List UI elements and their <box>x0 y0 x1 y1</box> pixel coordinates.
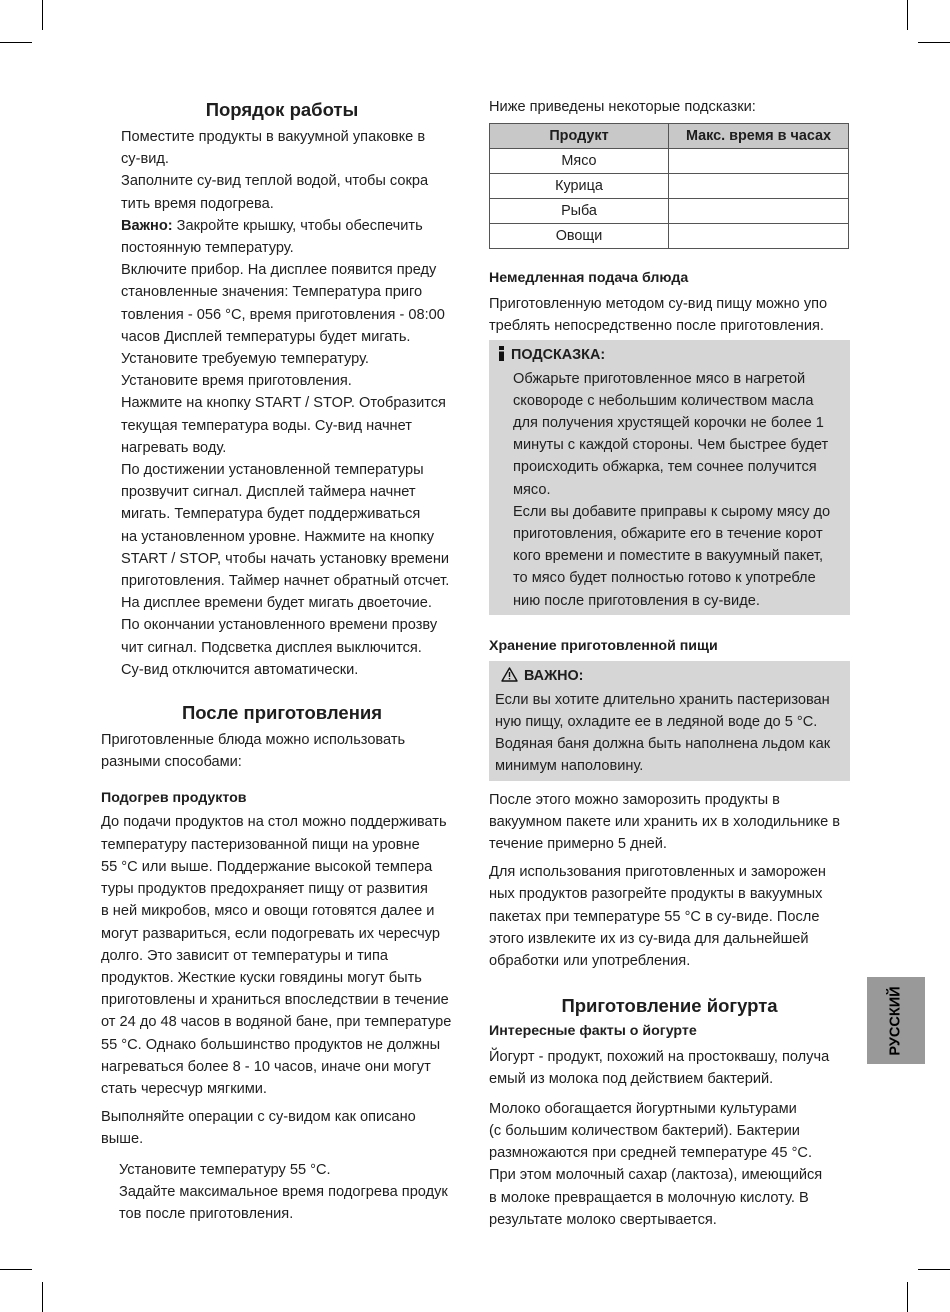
warning-line: минимум наполовину. <box>495 758 644 775</box>
step-line: часов Дисплей температуры будет мигать. <box>121 328 411 345</box>
warning-box <box>489 661 850 781</box>
tip-line: Обжарьте приготовленное мясо в нагретой <box>513 370 806 387</box>
heading-after-cooking: После приготовления <box>181 702 383 724</box>
reheat-line: от 24 до 48 часов в водяной бане, при температуре <box>101 1014 452 1031</box>
milk-line: При этом молочный сахар (лактоза), имеющийся <box>489 1167 823 1184</box>
storage-line: вакуумном пакете или хранить их в холодильнике в <box>489 813 841 830</box>
important-label: Важно: <box>121 217 173 234</box>
warning-line: ную пищу, охладите ее в ледяной воде до 5 °C. <box>495 714 818 731</box>
table-cell-product: Мясо <box>490 149 669 174</box>
step-line: приготовления. Таймер начнет обратный отсчет. <box>121 573 450 590</box>
serve-line: треблять непосредственно после приготовления. <box>489 318 824 335</box>
important-line <box>121 215 463 237</box>
crop-mark <box>42 1282 43 1312</box>
table-cell-product: Овощи <box>490 224 669 249</box>
step-line: START / STOP, чтобы начать установку времени <box>121 550 450 567</box>
reheat-line: До подачи продуктов на стол можно поддерживать <box>101 814 447 831</box>
tip-box <box>489 340 850 615</box>
reheat-line: 55 °C или выше. Поддержание высокой темпера <box>101 858 433 875</box>
tip-line: происходить обжарка, тем сочнее получится <box>513 459 817 476</box>
step-line: прозвучит сигнал. Дисплей таймера начнет <box>121 484 416 501</box>
frozen-line: ных продуктов разогрейте продукты в вакуумных <box>489 886 823 903</box>
step-line: Установите требуемую температуру. <box>121 351 369 368</box>
final-steps <box>101 1159 463 1226</box>
warning-line: Водяная баня должна быть наполнена льдом как <box>495 736 831 753</box>
warning-title-row <box>495 665 844 689</box>
language-tab <box>867 977 925 1064</box>
tip-line: мясо. <box>513 481 551 498</box>
subheading-yogurt-facts: Интересные факты о йогурте <box>489 1023 697 1040</box>
info-icon <box>497 346 506 368</box>
frozen-line: пакетах при температуре 55 °C в су-виде. После <box>489 908 820 925</box>
crop-mark <box>42 0 43 30</box>
table-cell-time <box>669 174 849 199</box>
tip-title-row <box>497 344 844 368</box>
facts-line: Йогурт - продукт, похожий на простоквашу, получа <box>489 1049 830 1066</box>
subheading-storage: Хранение приготовленной пищи <box>489 637 718 654</box>
table-header-product: Продукт <box>490 124 669 149</box>
reheat-line: долго. Это зависит от температуры и типа <box>101 947 388 964</box>
language-tab-label: РУССКИЙ <box>888 985 905 1056</box>
crop-mark <box>0 1269 32 1270</box>
right-column <box>489 96 850 1231</box>
important-text: Закройте крышку, чтобы обеспечить <box>172 217 423 234</box>
step-line: Нажмите на кнопку START / STOP. Отобразится <box>121 395 446 412</box>
table-cell-time <box>669 149 849 174</box>
reheat-line: 55 °C. Однако большинство продуктов не должны <box>101 1036 441 1053</box>
storage-line: течение примерно 5 дней. <box>489 836 667 853</box>
table-cell-time <box>669 199 849 224</box>
milk-line: размножаются при средней температуре 45 °C. <box>489 1145 812 1162</box>
warning-line: Если вы хотите длительно хранить пастеризован <box>495 691 830 708</box>
crop-mark <box>918 1269 950 1270</box>
tip-line: то мясо будет полностью готово к употребле <box>513 570 816 587</box>
table-row <box>490 224 849 249</box>
warning-title: ВАЖНО: <box>524 667 584 684</box>
step-line: По окончании установленного времени прозву <box>121 617 438 634</box>
operation-steps <box>101 126 463 681</box>
reheat-line: продуктов. Жесткие куски говядины могут быть <box>101 969 422 986</box>
frozen-line: обработки или употребления. <box>489 953 691 970</box>
step-line: постоянную температуру. <box>121 240 294 257</box>
milk-line: в молоке превращается в молочную кислоту. В <box>489 1189 809 1206</box>
table-header-max-time: Макс. время в часах <box>669 124 849 149</box>
reheat-line: стать чересчур мягкими. <box>101 1080 267 1097</box>
crop-mark <box>918 42 950 43</box>
heading-yogurt: Приготовление йогурта <box>561 995 778 1017</box>
tip-line: кого времени и поместите в вакуумный пакет, <box>513 548 824 565</box>
storage-line: После этого можно заморозить продукты в <box>489 791 780 808</box>
milk-line: результате молоко свертывается. <box>489 1211 717 1228</box>
reheat-line: в ней микробов, мясо и овощи готовятся далее и <box>101 903 435 920</box>
heading-work-order: Порядок работы <box>205 99 359 120</box>
step-line: Включите прибор. На дисплее появится преду <box>121 262 437 279</box>
final-step-line: Задайте максимальное время подогрева продук <box>119 1183 448 1200</box>
step-line: на установленном уровне. Нажмите на кнопку <box>121 528 435 545</box>
milk-line: Молоко обогащается йогуртными культурами <box>489 1100 797 1117</box>
table-cell-time <box>669 224 849 249</box>
tip-line: приготовления, обжарите его в течение корот <box>513 526 823 543</box>
step-line: тить время подогрева. <box>121 195 274 212</box>
subheading-reheat: Подогрев продуктов <box>101 790 247 807</box>
tip-line: сковороде с небольшим количеством масла <box>513 392 814 409</box>
table-row <box>490 149 849 174</box>
after-line: разными способами: <box>101 754 242 771</box>
tip-title: ПОДСКАЗКА: <box>511 346 606 363</box>
hints-intro: Ниже приведены некоторые подсказки: <box>489 99 756 115</box>
step-line: товления - 056 °C, время приготовления - 08:00 <box>121 306 445 323</box>
reheat-line: туры продуктов предохраняет пищу от развития <box>101 881 428 898</box>
execute-line: выше. <box>101 1131 144 1148</box>
left-column <box>101 96 463 1225</box>
tip-line: для получения хрустящей корочки не более 1 <box>513 415 824 432</box>
cooking-time-table <box>489 123 849 249</box>
reheat-line: нагреваться более 8 - 10 часов, иначе они могут <box>101 1058 431 1075</box>
step-line: Установите время приготовления. <box>121 373 352 390</box>
step-line: су-вид. <box>121 151 169 168</box>
table-row <box>490 174 849 199</box>
step-line: По достижении установленной температуры <box>121 462 424 479</box>
step-line: Су-вид отключится автоматически. <box>121 661 359 678</box>
reheat-line: могут развариться, если подогревать их чересчур <box>101 925 441 942</box>
step-line: становленные значения: Температура приго <box>121 284 423 301</box>
step-line: На дисплее времени будет мигать двоеточие. <box>121 595 432 612</box>
tip-line: нию после приготовления в су-виде. <box>513 592 760 609</box>
table-header-row <box>490 124 849 149</box>
milk-line: (с большим количеством бактерий). Бактерии <box>489 1122 800 1139</box>
step-line: Заполните су-вид теплой водой, чтобы сокра <box>121 173 429 190</box>
table-row <box>490 199 849 224</box>
crop-mark <box>907 0 908 30</box>
frozen-line: Для использования приготовленных и заморожен <box>489 864 826 881</box>
tip-line: Если вы добавите приправы к сырому мясу до <box>513 503 831 520</box>
execute-line: Выполняйте операции с су-видом как описано <box>101 1109 416 1126</box>
table-cell-product: Рыба <box>490 199 669 224</box>
final-step-line: тов после приготовления. <box>119 1205 294 1222</box>
serve-line: Приготовленную методом су-вид пищу можно упо <box>489 296 828 313</box>
reheat-line: приготовлены и храниться впоследствии в течение <box>101 992 449 1009</box>
step-line: чит сигнал. Подсветка дисплея выключится. <box>121 639 422 656</box>
step-line: мигать. Температура будет поддерживаться <box>121 506 421 523</box>
crop-mark <box>907 1282 908 1312</box>
step-line: текущая температура воды. Су-вид начнет <box>121 417 412 434</box>
tip-body <box>497 368 844 612</box>
table-cell-product: Курица <box>490 174 669 199</box>
step-line: нагревать воду. <box>121 439 227 456</box>
step-line: Поместите продукты в вакуумной упаковке в <box>121 129 426 145</box>
crop-mark <box>0 42 32 43</box>
tip-line: минуты с каждой стороны. Чем быстрее будет <box>513 437 829 454</box>
warning-icon <box>501 667 518 689</box>
after-line: Приготовленные блюда можно использовать <box>101 732 406 749</box>
subheading-immediate-serving: Немедленная подача блюда <box>489 270 689 287</box>
facts-line: емый из молока под действием бактерий. <box>489 1071 774 1088</box>
frozen-line: этого извлеките их из су-вида для дальнейшей <box>489 930 809 947</box>
final-step-line: Установите температуру 55 °C. <box>119 1161 331 1178</box>
reheat-line: температуру пастеризованной пищи на уровне <box>101 836 420 853</box>
